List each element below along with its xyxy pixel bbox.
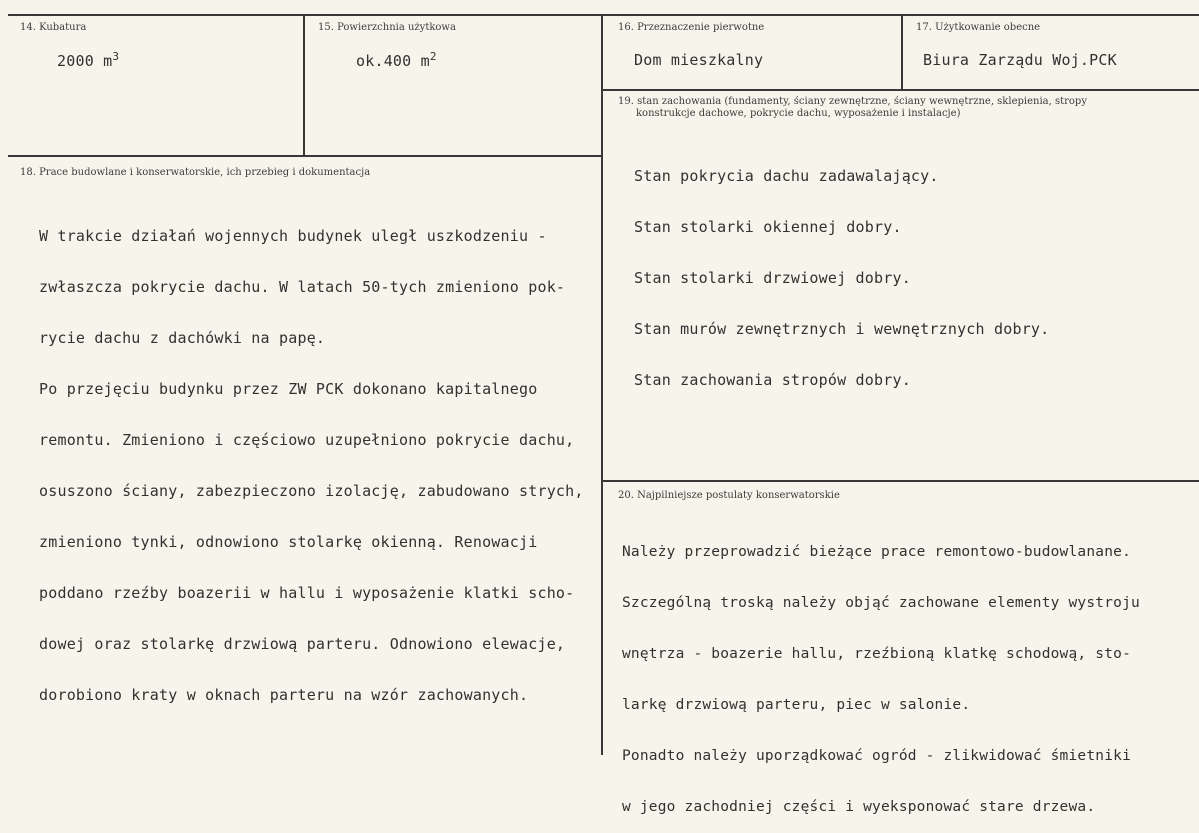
field-20-line: Szczególną troską należy objąć zachowane elementy wystroju bbox=[622, 595, 1140, 611]
field-18-line: remontu. Zmieniono i częściowo uzupełniono pokrycie dachu, bbox=[39, 431, 575, 449]
field-20-text bbox=[622, 510, 1140, 833]
field-15-number: ok.400 m bbox=[356, 52, 430, 70]
field-18-line: dowej oraz stolarkę drzwiową parteru. Odnowiono elewacje, bbox=[39, 635, 566, 653]
field-15-value bbox=[356, 50, 437, 70]
field-18-line: W trakcie działań wojennych budynek uległ uszkodzeniu - bbox=[39, 227, 547, 245]
field-20-line: larkę drzwiową parteru, piec w salonie. bbox=[622, 697, 971, 713]
field-15-label: 15. Powierzchnia użytkowa bbox=[318, 22, 456, 33]
field-18-text bbox=[39, 194, 584, 721]
col-divider-16-17 bbox=[901, 14, 903, 91]
field-19-label-line1: 19. stan zachowania (fundamenty, ściany zewnętrzne, ściany wewnętrzne, sklepienia, stropy bbox=[618, 96, 1087, 107]
field-18-line: poddano rzeźby boazerii w hallu i wyposażenie klatki scho- bbox=[39, 584, 575, 602]
field-14-number: 2000 m bbox=[57, 52, 113, 70]
field-19-line: Stan murów zewnętrznych i wewnętrznych dobry. bbox=[634, 320, 1050, 338]
f20-top-rule bbox=[603, 480, 1199, 482]
field-14-exponent: 3 bbox=[112, 50, 120, 63]
field-20-line: Ponadto należy uporządkować ogród - zlikwidować śmietniki bbox=[622, 748, 1131, 764]
field-19-line: Stan zachowania stropów dobry. bbox=[634, 371, 911, 389]
field-18-line: osuszono ściany, zabezpieczono izolację, zabudowano strych, bbox=[39, 482, 584, 500]
field-18-line: rycie dachu z dachówki na papę. bbox=[39, 329, 326, 347]
field-18-line: Po przejęciu budynku przez ZW PCK dokonano kapitalnego bbox=[39, 380, 538, 398]
field-15-exponent: 2 bbox=[429, 50, 437, 63]
field-18-line: zmieniono tynki, odnowiono stolarkę okienną. Renowacji bbox=[39, 533, 538, 551]
col-divider-main bbox=[601, 14, 603, 755]
field-14-label: 14. Kubatura bbox=[20, 22, 87, 33]
field-17-label: 17. Użytkowanie obecne bbox=[916, 22, 1041, 33]
field-16-value: Dom mieszkalny bbox=[634, 51, 764, 69]
field-18-line: zwłaszcza pokrycie dachu. W latach 50-tych zmieniono pok- bbox=[39, 278, 566, 296]
field-19-line: Stan stolarki drzwiowej dobry. bbox=[634, 269, 911, 287]
row1-divider-left bbox=[8, 155, 603, 157]
field-20-line: Należy przeprowadzić bieżące prace remontowo-budowlanane. bbox=[622, 544, 1131, 560]
field-20-label: 20. Najpilniejsze postulaty konserwatorskie bbox=[618, 490, 840, 501]
top-rule bbox=[8, 14, 1199, 16]
col-divider-14-15 bbox=[303, 14, 305, 157]
field-20-line: wnętrza - boazerie hallu, rzeźbioną klatkę schodową, sto- bbox=[622, 646, 1131, 662]
field-19-line: Stan stolarki okiennej dobry. bbox=[634, 218, 902, 236]
field-18-line: dorobiono kraty w oknach parteru na wzór zachowanych. bbox=[39, 686, 529, 704]
field-19-line: Stan pokrycia dachu zadawalający. bbox=[634, 167, 939, 185]
field-19-label-line2: konstrukcje dachowe, pokrycie dachu, wyposażenie i instalacje) bbox=[636, 108, 961, 119]
field-20-line: w jego zachodniej części i wyeksponować stare drzewa. bbox=[622, 799, 1096, 815]
field-16-label: 16. Przeznaczenie pierwotne bbox=[618, 22, 765, 33]
field-14-value bbox=[57, 50, 119, 70]
field-19-text bbox=[634, 134, 1049, 406]
field-17-value: Biura Zarządu Woj.PCK bbox=[923, 51, 1117, 69]
field-18-label: 18. Prace budowlane i konserwatorskie, ich przebieg i dokumentacja bbox=[20, 167, 371, 178]
